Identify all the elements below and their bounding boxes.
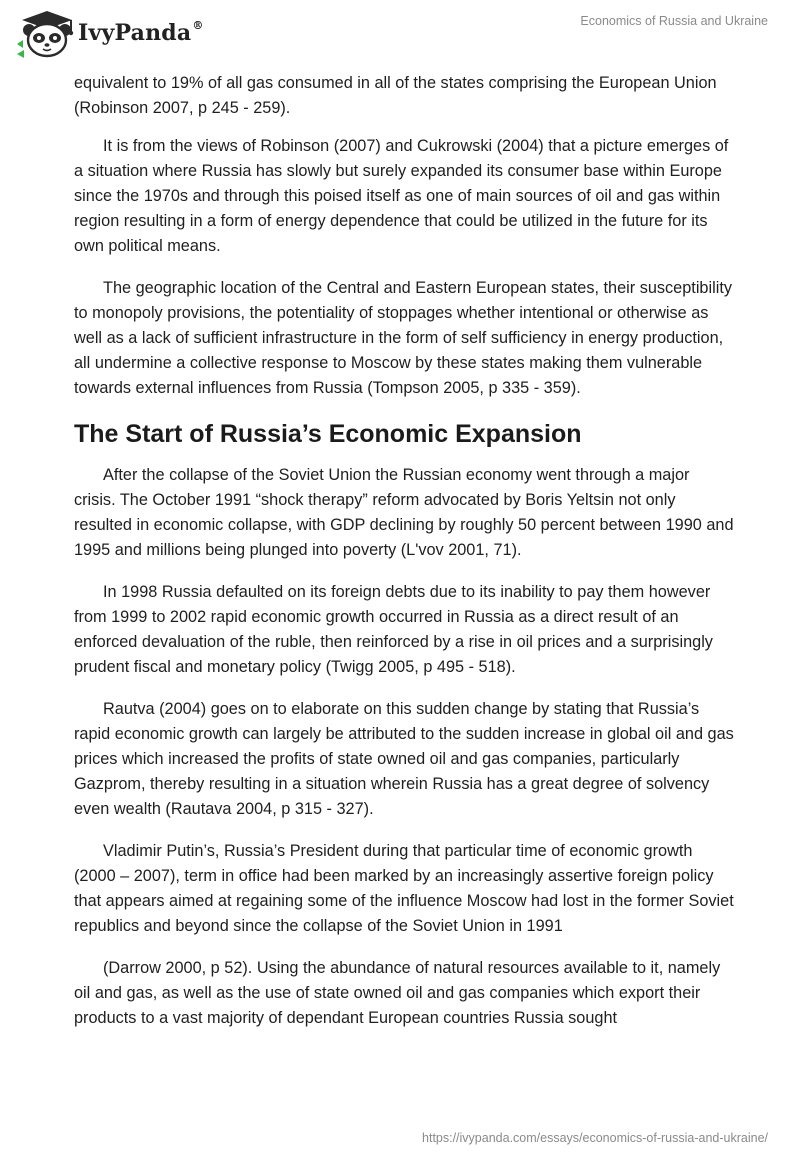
paragraph: (Darrow 2000, p 52). Using the abundance of natural resources available to it, namely oil and gas, as well as the use of state owned oil and gas companies which export their products to a vast majority of dependant European countries Russia sought [74,959,721,1027]
paragraph: Vladimir Putin’s, Russia’s President during that particular time of economic growth (2000 – 2007), term in office had been marked by an increasingly assertive foreign policy that appears aimed at regaining some of the influence Moscow had lost in the former Soviet republics and beyond since the collapse of the Soviet Union in 1991 [74,842,734,935]
footer-url[interactable]: https://ivypanda.com/essays/economics-of-russia-and-ukraine/ [422,1131,768,1145]
section-heading: The Start of Russia’s Economic Expansion [74,420,582,448]
paragraph: The geographic location of the Central and Eastern European states, their susceptibility to monopoly provisions, the potentiality of stoppages whether intentional or otherwise as well as a lack of sufficient infrastructure in the form of self sufficiency in energy production, all undermine a collective response to Moscow by these states making them vulnerable towards external influences from Russia (Tompson 2005, p 335 - 359). [74,279,733,397]
page-header [0,0,800,66]
paragraph: After the collapse of the Soviet Union the Russian economy went through a major crisis. The October 1991 “shock therapy” reform advocated by Boris Yeltsin not only resulted in economic collapse, with GDP declining by roughly 50 percent between 1990 and 1995 and millions being plunged into poverty (L'vov 2001, 71). [74,466,734,559]
brand-name[interactable]: IvyPanda® [78,18,204,46]
paragraph: It is from the views of Robinson (2007) and Cukrowski (2004) that a picture emerges of a situation where Russia has slowly but surely expanded its consumer base within Europe since the 1970s and through this poised itself as one of main sources of oil and gas within region resulting in a form of energy dependence that could be utilized in the future for its own political means. [74,137,729,255]
essay-body [74,71,734,1048]
paragraph: In 1998 Russia defaulted on its foreign debts due to its inability to pay them however from 1999 to 2002 rapid economic growth occurred in Russia as a direct result of an enforced devaluation of the ruble, then reinforced by a rise in oil prices and a surprisingly prudent fiscal and monetary policy (Twigg 2005, p 495 - 518). [74,583,713,676]
paragraph: equivalent to 19% of all gas consumed in all of the states comprising the European Union (Robinson 2007, p 245 - 259). [74,74,717,117]
panda-graduate-icon[interactable] [14,8,80,60]
document-title: Economics of Russia and Ukraine [580,14,768,28]
paragraph: Rautva (2004) goes on to elaborate on this sudden change by stating that Russia’s rapid economic growth can largely be attributed to the sudden increase in global oil and gas prices which increased the profits of state owned oil and gas companies, particularly Gazprom, thereby resulting in a situation wherein Russia has a great degree of solvency even wealth (Rautava 2004, p 315 - 327). [74,700,734,818]
